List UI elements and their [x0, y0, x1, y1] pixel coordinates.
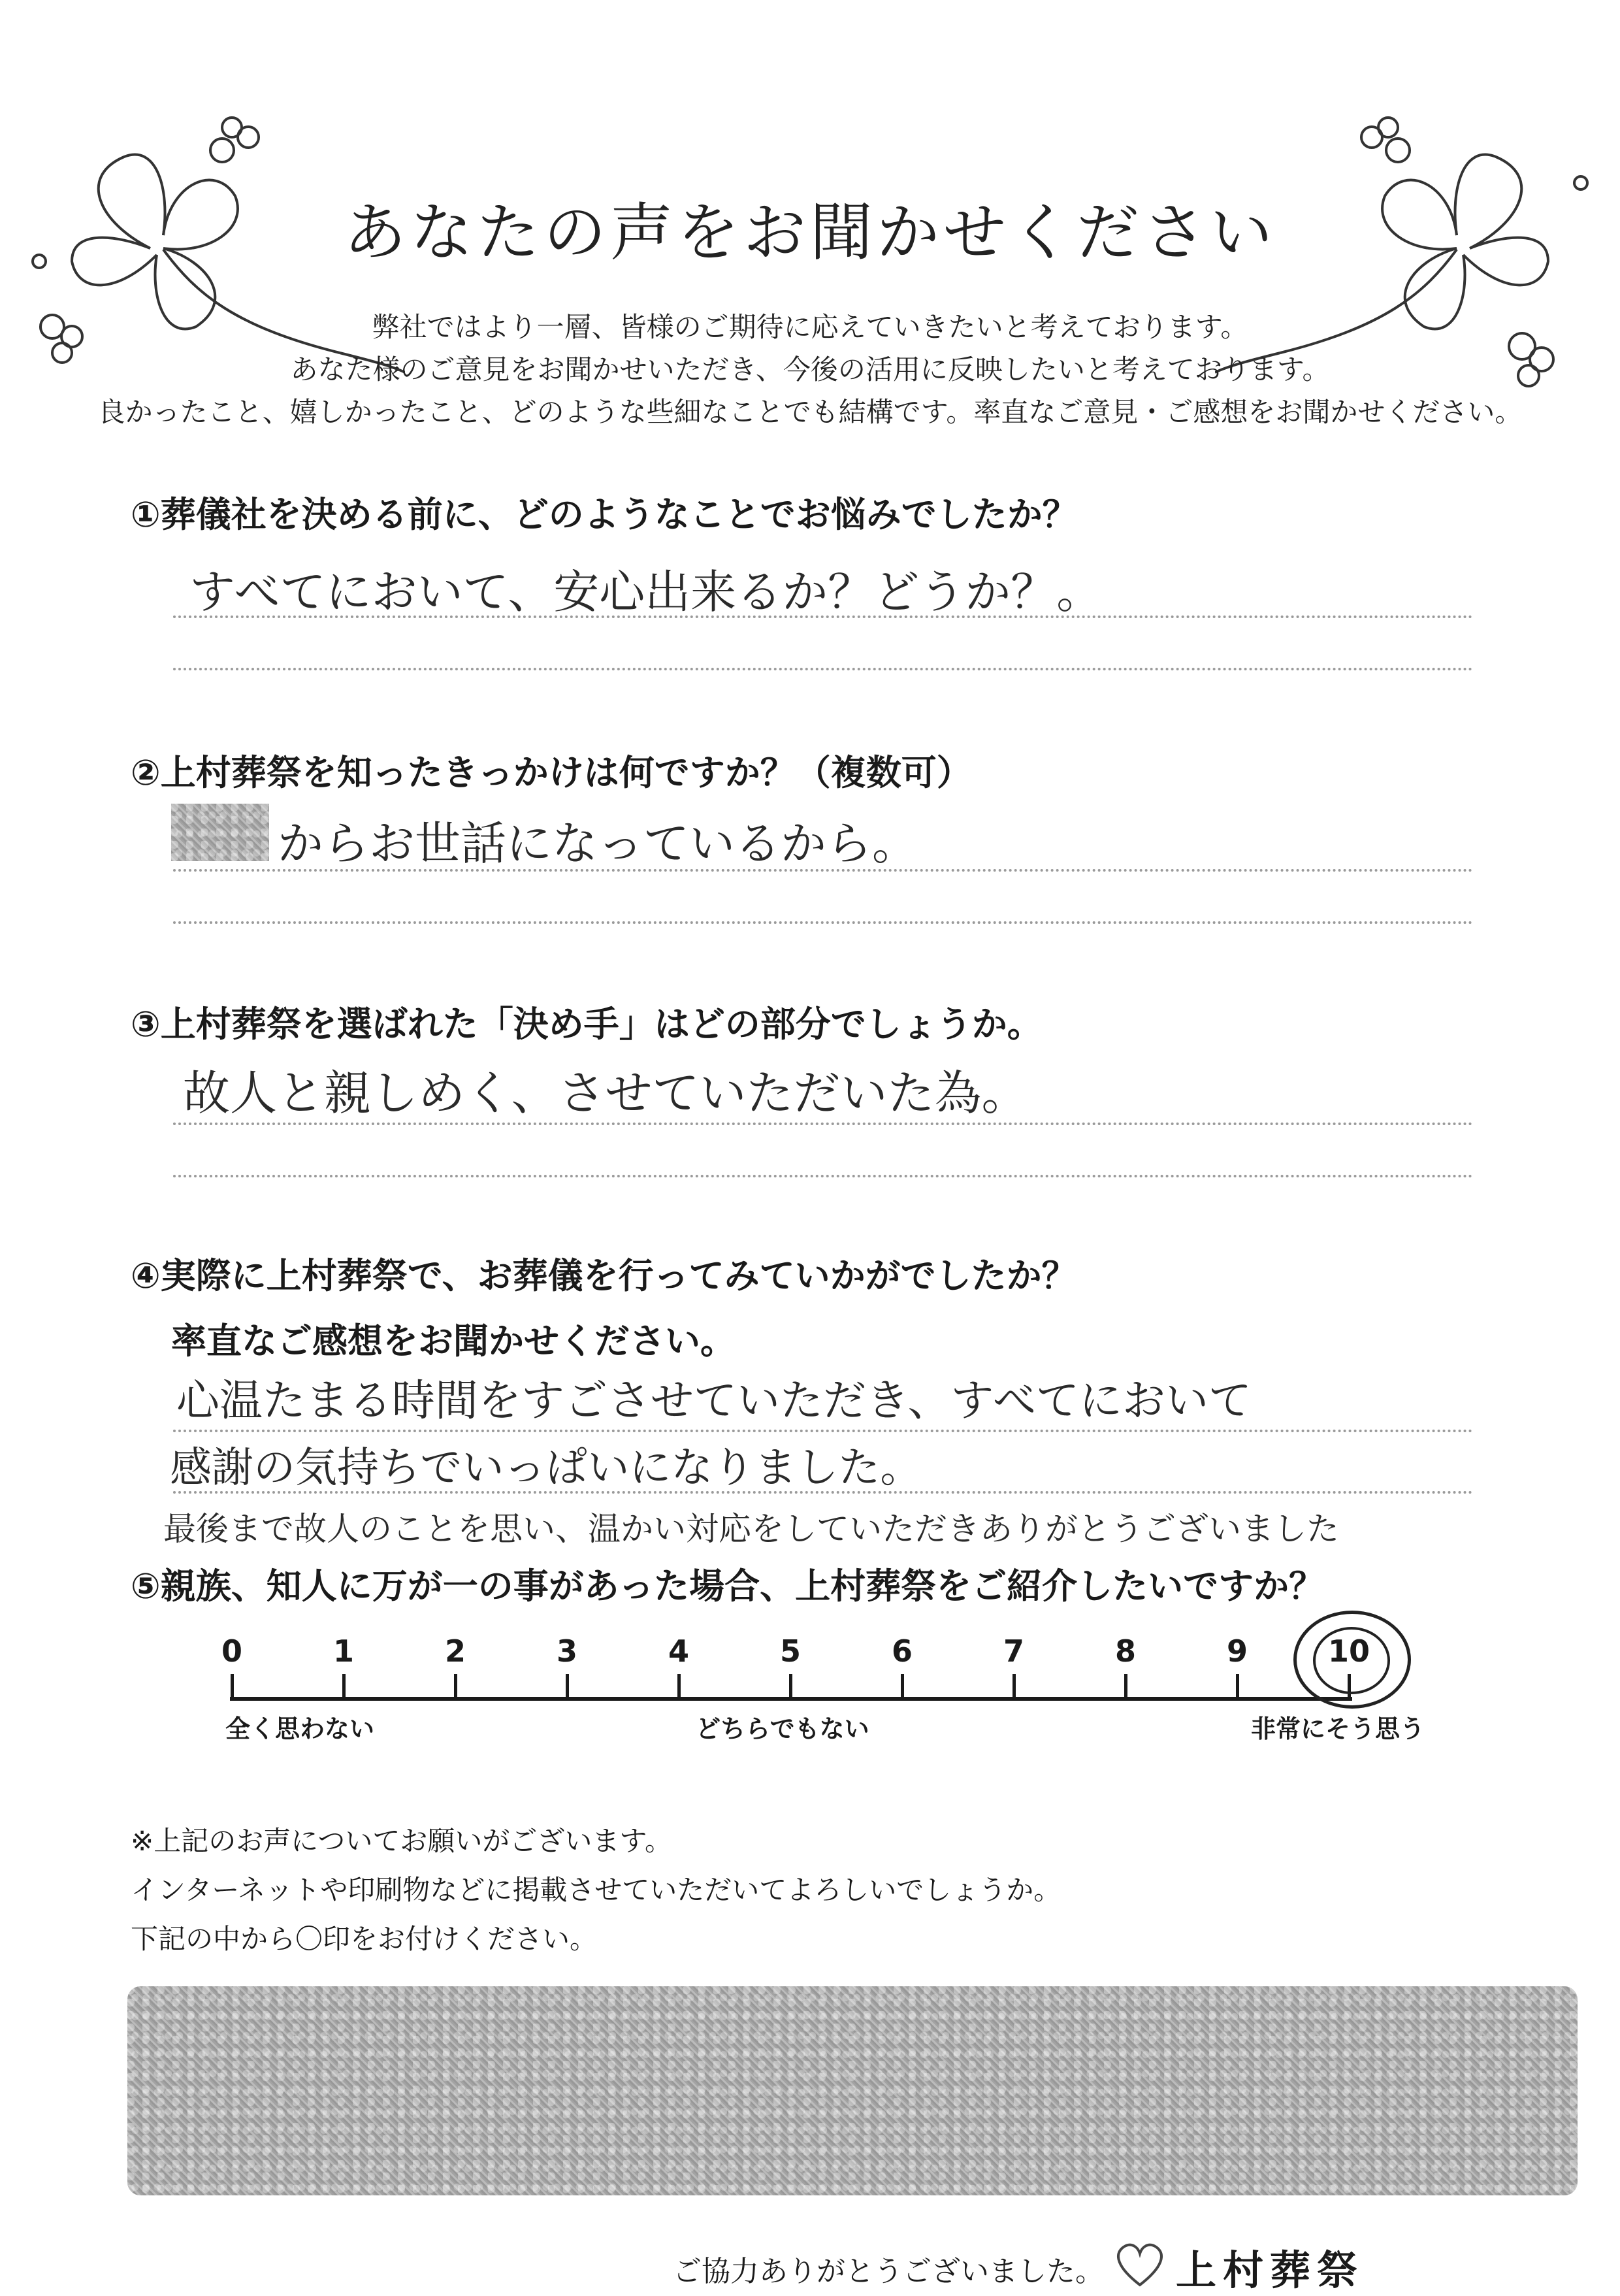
- scale-tick-label[interactable]: 8: [1114, 1633, 1136, 1669]
- answer-3-line-1: 故人と親しめく、させていただいた為。: [183, 1066, 1029, 1121]
- answer-2-line-1: からお世話になっているから。: [278, 817, 918, 870]
- answer-line: [173, 921, 1473, 924]
- scale-tick-mark: [1012, 1674, 1016, 1699]
- scale-tick-mark: [789, 1674, 792, 1699]
- answer-4-line-2: 感謝の気持ちでいっぱいになりました。: [170, 1444, 922, 1492]
- redacted-name: [171, 804, 269, 861]
- redacted-area: [127, 1986, 1578, 2195]
- scale-tick-label[interactable]: 10: [1327, 1633, 1370, 1669]
- answer-4-line-3: 最後まで故人のことを思い、温かい対応をしていただきありがとうございました: [163, 1510, 1339, 1548]
- intro-line-2: あなた様のご意見をお聞かせいただき、今後の活用に反映したいと考えております。: [290, 353, 1330, 385]
- question-1: ①葬儀社を決める前に、どのようなことでお悩みでしたか？: [131, 494, 1078, 535]
- question-4-subline: 率直なご感想をお聞かせください。: [171, 1320, 736, 1362]
- page-title: あなたの声をお聞かせください: [344, 196, 1276, 269]
- answer-line: [173, 1175, 1473, 1177]
- notice-line-2: インターネットや印刷物などに掲載させていただいてよろしいでしょうか。: [131, 1874, 1061, 1906]
- answer-line: [173, 1123, 1473, 1125]
- scale-tick-label[interactable]: 3: [556, 1633, 577, 1669]
- scale-tick-label[interactable]: 2: [444, 1633, 466, 1669]
- scale-tick-mark: [231, 1674, 234, 1699]
- scale-tick-label[interactable]: 0: [221, 1633, 242, 1669]
- answer-line: [173, 615, 1473, 618]
- intro-line-1: 弊社ではより一層、皆様のご期待に応えていきたいと考えております。: [372, 311, 1248, 343]
- company-name: 上村葬祭: [1176, 2246, 1365, 2294]
- scale-tick-label[interactable]: 1: [332, 1633, 354, 1669]
- notice-line-1: ※上記のお声についてお願いがございます。: [131, 1825, 672, 1857]
- answer-line: [173, 1430, 1473, 1432]
- notice-line-3: 下記の中から〇印をお付けください。: [131, 1923, 598, 1955]
- scale-tick-label[interactable]: 4: [668, 1633, 689, 1669]
- selected-circle-inner: [1313, 1627, 1390, 1694]
- answer-1-line-1: すべてにおいて、安心出来るか？どうか？。: [189, 565, 1103, 619]
- scale-tick-label[interactable]: 6: [891, 1633, 913, 1669]
- question-2: ②上村葬祭を知ったきっかけは何ですか？（複数可）: [131, 752, 972, 793]
- thanks-message: ご協力ありがとうございました。: [673, 2255, 1104, 2288]
- question-4: ④実際に上村葬祭で、お葬儀を行ってみていかがでしたか？: [131, 1255, 1077, 1296]
- scale-label-mid: どちらでもない: [696, 1714, 869, 1743]
- scale-tick-mark: [901, 1674, 904, 1699]
- answer-line: [173, 668, 1473, 670]
- scale-label-high: 非常にそう思う: [1251, 1714, 1425, 1743]
- scale-label-low: 全く思わない: [225, 1714, 375, 1743]
- question-5: ⑤親族、知人に万が一の事があった場合、上村葬祭をご紹介したいですか？: [131, 1566, 1325, 1607]
- scale-tick-mark: [677, 1674, 681, 1699]
- scale-tick-mark: [566, 1674, 569, 1699]
- scale-tick-mark: [1236, 1674, 1239, 1699]
- scale-tick-mark: [342, 1674, 346, 1699]
- scale-tick-label[interactable]: 7: [1003, 1633, 1024, 1669]
- heart-logo-icon: [1110, 2238, 1169, 2290]
- scale-tick-mark: [1124, 1674, 1127, 1699]
- answer-4-line-1: 心温たまる時間をすごさせていただき、すべてにおいて: [176, 1375, 1252, 1426]
- intro-line-3: 良かったこと、嬉しかったこと、どのような些細なことでも結構です。率直なご意見・ご感想をお聞かせください。: [97, 396, 1523, 428]
- scale-tick-mark: [454, 1674, 457, 1699]
- answer-line: [173, 1491, 1473, 1494]
- answer-line: [173, 869, 1473, 872]
- question-3: ③上村葬祭を選ばれた「決め手」はどの部分でしょうか。: [131, 1004, 1043, 1045]
- scale-tick-label[interactable]: 9: [1226, 1633, 1248, 1669]
- scale-tick-label[interactable]: 5: [779, 1633, 801, 1669]
